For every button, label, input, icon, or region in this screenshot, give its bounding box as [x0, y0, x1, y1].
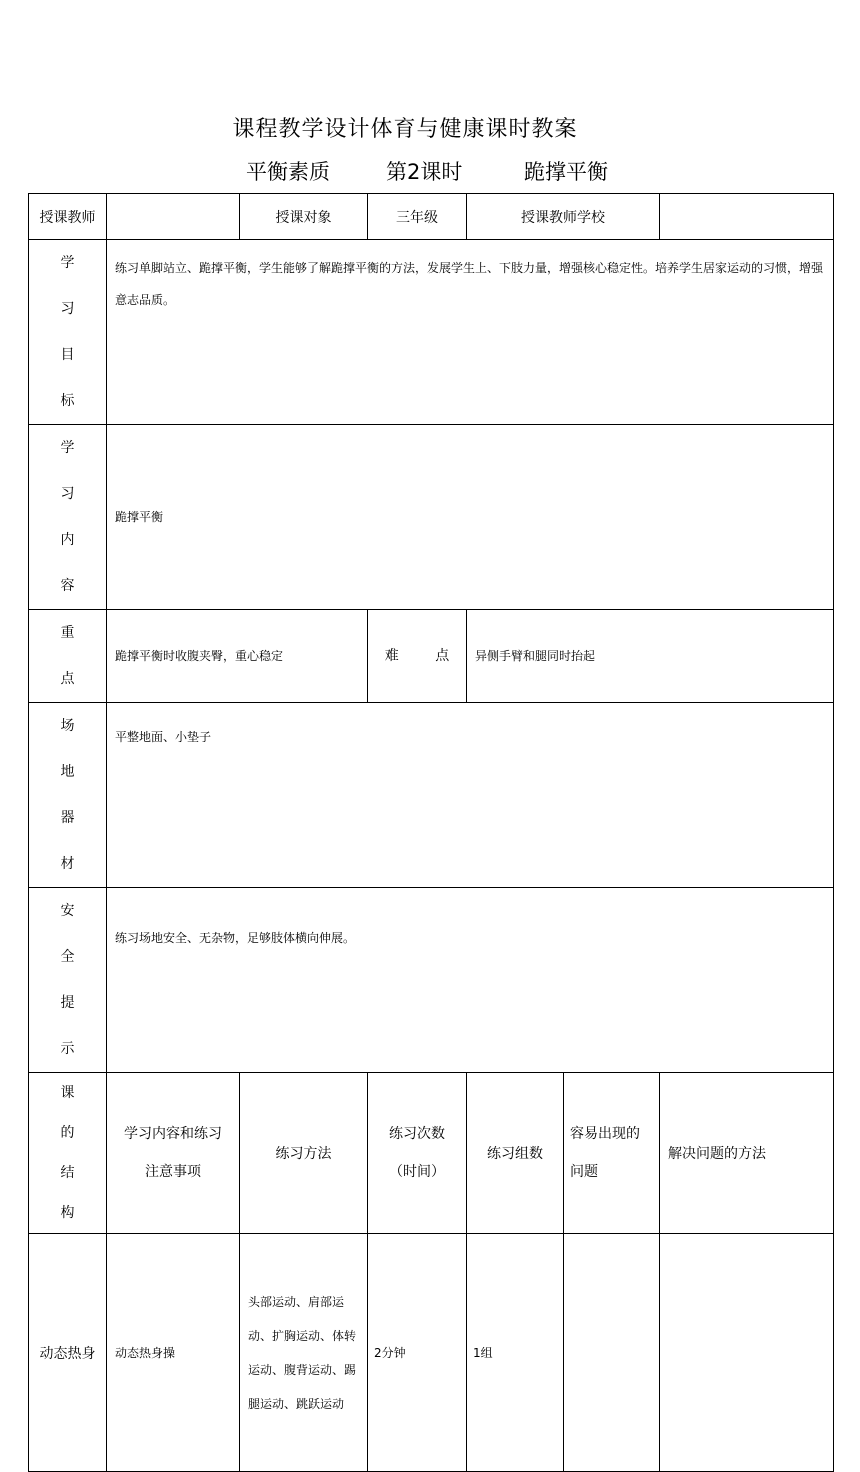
structure-col-sets: 练习组数 [467, 1073, 564, 1234]
venue-label [29, 703, 107, 888]
structure-col-count [368, 1073, 467, 1234]
col-problems-line2: 问题 [570, 1164, 598, 1180]
row-solutions [660, 1234, 834, 1472]
structure-col-solutions: 解决问题的方法 [660, 1073, 834, 1234]
structure-header-row [29, 1073, 834, 1234]
table-row [29, 1234, 834, 1472]
venue-label-line2: 器 材 [60, 810, 91, 872]
key-points-row [29, 610, 834, 703]
safety-label-line2: 提 示 [60, 995, 91, 1057]
target-value: 三年级 [368, 194, 467, 240]
school-label: 授课教师学校 [467, 194, 660, 240]
venue-text: 平整地面、小垫子 [107, 703, 834, 888]
col-problems-line1: 容易出现的 [570, 1126, 640, 1142]
safety-label-line1: 安 全 [60, 903, 91, 965]
venue-label-line1: 场 地 [60, 718, 91, 780]
document-title: 课程教学设计体育与健康课时教案 [232, 117, 578, 142]
content-label-line2: 内 容 [60, 532, 91, 594]
method-line: 动、扩胸运动、体转 [248, 1328, 357, 1343]
goals-label-line2: 目 标 [60, 347, 91, 409]
key-points-label [29, 610, 107, 703]
safety-text: 练习场地安全、无杂物，足够肢体横向伸展。 [107, 888, 834, 1073]
content-label-line1: 学 习 [60, 440, 91, 502]
key-points-label-text: 重 点 [60, 625, 91, 687]
col-count-line1: 练习次数 [389, 1126, 445, 1142]
col-count-line2: （时间） [389, 1164, 445, 1180]
teacher-label: 授课教师 [29, 194, 107, 240]
subtitle-lesson: 第2课时 [386, 160, 463, 184]
key-points-text: 跪撑平衡时收腹夹臀，重心稳定 [107, 610, 368, 703]
target-label: 授课对象 [240, 194, 368, 240]
row-problems [564, 1234, 660, 1472]
goals-label-line1: 学 习 [60, 255, 91, 317]
method-line: 腿运动、跳跃运动 [248, 1396, 345, 1411]
info-row [29, 194, 834, 240]
structure-col-content [107, 1073, 240, 1234]
goals-text: 练习单脚站立、跪撑平衡，学生能够了解跪撑平衡的方法，发展学生上、下肢力量，增强核心稳定性。培养学生居家运动的习惯，增强意志品质。 [107, 240, 834, 425]
row-sets: 1组 [467, 1234, 564, 1472]
venue-row [29, 703, 834, 888]
col-section-line1: 课 的 [60, 1085, 91, 1141]
col-section-line2: 结 构 [60, 1165, 91, 1221]
difficulty-label [368, 610, 467, 703]
structure-col-method: 练习方法 [240, 1073, 368, 1234]
row-section: 动态热身 [29, 1234, 107, 1472]
method-line: 运动、腹背运动、踢 [248, 1362, 357, 1377]
school-value [660, 194, 834, 240]
safety-row [29, 888, 834, 1073]
structure-col-section [29, 1073, 107, 1234]
col-content-line2: 注意事项 [145, 1164, 201, 1180]
structure-col-problems [564, 1073, 660, 1234]
subtitle-skill: 跪撑平衡 [524, 160, 608, 184]
col-content-line1: 学习内容和练习 [124, 1126, 222, 1142]
method-line: 头部运动、肩部运 [248, 1294, 345, 1309]
safety-label [29, 888, 107, 1073]
subtitle-topic: 平衡素质 [246, 160, 330, 184]
teacher-value [107, 194, 240, 240]
row-count: 2分钟 [368, 1234, 467, 1472]
goals-row [29, 240, 834, 425]
row-method [240, 1234, 368, 1472]
subtitle [0, 156, 860, 186]
difficulty-label-text: 难 点 [384, 648, 466, 664]
goals-label [29, 240, 107, 425]
content-label [29, 425, 107, 610]
difficulty-text: 异侧手臂和腿同时抬起 [467, 610, 834, 703]
lesson-plan-table [28, 193, 834, 1472]
content-row [29, 425, 834, 610]
content-text: 跪撑平衡 [107, 425, 834, 610]
row-content: 动态热身操 [107, 1234, 240, 1472]
